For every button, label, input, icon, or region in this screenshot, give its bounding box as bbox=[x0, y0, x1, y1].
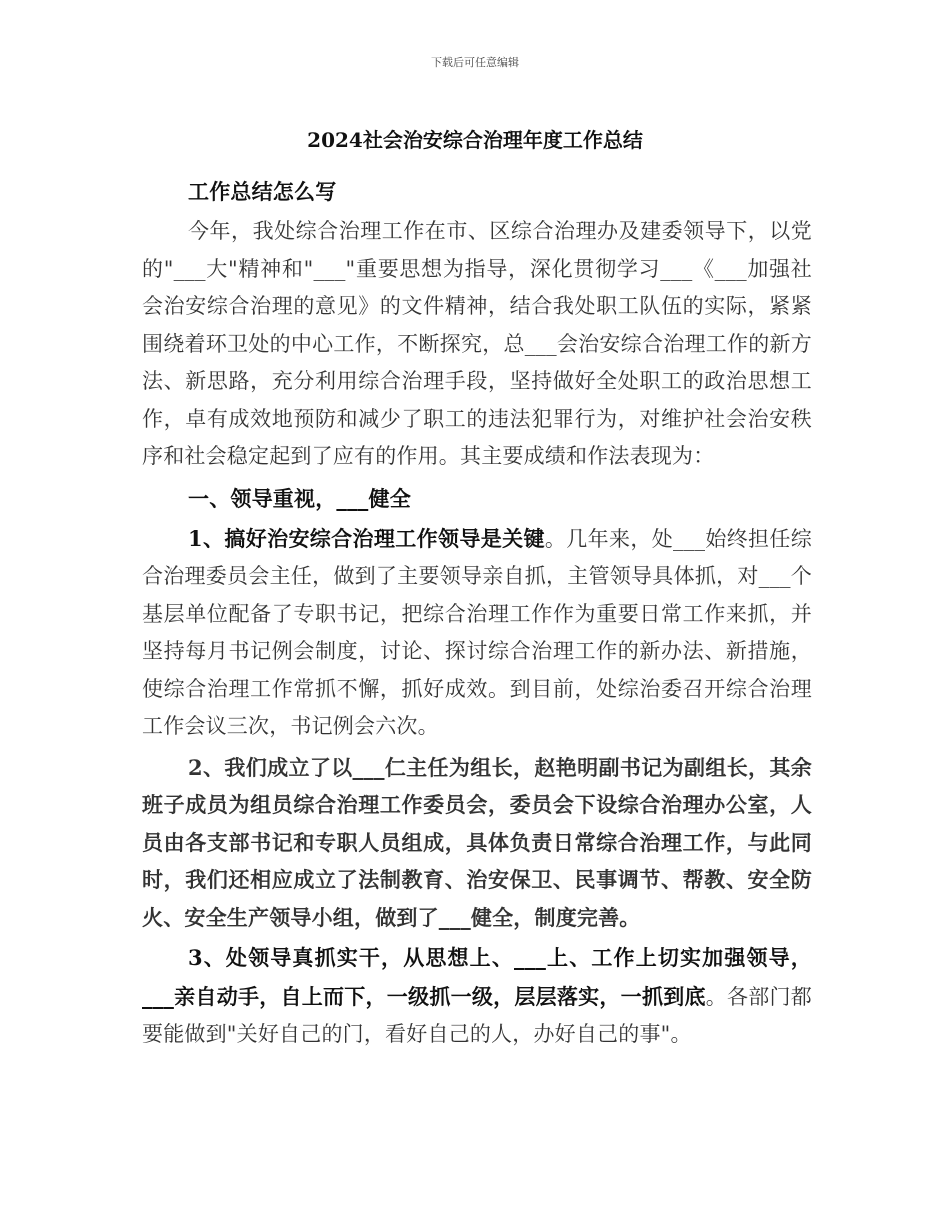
paragraph-1-body: 。几年来，处___始终担任综合治理委员会主任，做到了主要领导亲自抓，主管领导具体抓，对___个基层单位配备了专职书记，把综合治理工作作为重要日常工作来抓，并坚持每月书记例会制度，讨论、探讨综合治理工作的新办法、新措施，使综合治理工作常抓不懈，抓好成效。到目前，处综治委召开综合治理工作会议三次，书记例会六次。 bbox=[142, 526, 812, 738]
paragraph-2: 2、我们成立了以___仁主任为组长，赵艳明副书记为副组长，其余班子成员为组员综合治理工作委员会，委员会下设综合治理办公室，人员由各支部书记和专职人员组成，具体负责日常综合治理工作，与此同时，我们还相应成立了法制教育、治安保卫、民事调节、帮教、安全防火、安全生产领导小组，做到了___健全，制度完善。 bbox=[142, 754, 812, 930]
page-header-note: 下载后可任意编辑 bbox=[431, 56, 519, 69]
document-body bbox=[142, 172, 812, 1054]
subtitle: 工作总结怎么写 bbox=[188, 179, 337, 204]
paragraph-1 bbox=[142, 520, 812, 746]
paragraph-3-lead: 3、处领导真抓实干，从思想上、___上、工作上切实加强领导，___亲自动手，自上而下，一级抓一级，层层落实，一抓到底 bbox=[142, 945, 812, 1009]
intro-paragraph: 今年，我处综合治理工作在市、区综合治理办及建委领导下，以党的"___大"精神和"___"重要思想为指导，深化贯彻学习___《___加强社会治安综合治理的意见》的文件精神，结合我处职工队伍的实际，紧紧围绕着环卫处的中心工作，不断探究，总___会治安综合治理工作的新方法、新思路，充分利用综合治理手段，坚持做好全处职工的政治思想工作，卓有成效地预防和减少了职工的违法犯罪行为，对维护社会治安秩序和社会稳定起到了应有的作用。其主要成绩和作法表现为： bbox=[142, 219, 812, 468]
paragraph-3 bbox=[142, 939, 812, 1054]
paragraph-1-lead: 1、搞好治安综合治理工作领导是关键 bbox=[188, 525, 545, 551]
section-heading-1: 一、领导重视，___健全 bbox=[188, 485, 411, 511]
document-title: 2024社会治安综合治理年度工作总结 bbox=[307, 128, 643, 152]
paragraph-3-body: 。各部门都要能做到"关好自己的门，看好自己的人，办好自己的事"。 bbox=[142, 984, 813, 1046]
